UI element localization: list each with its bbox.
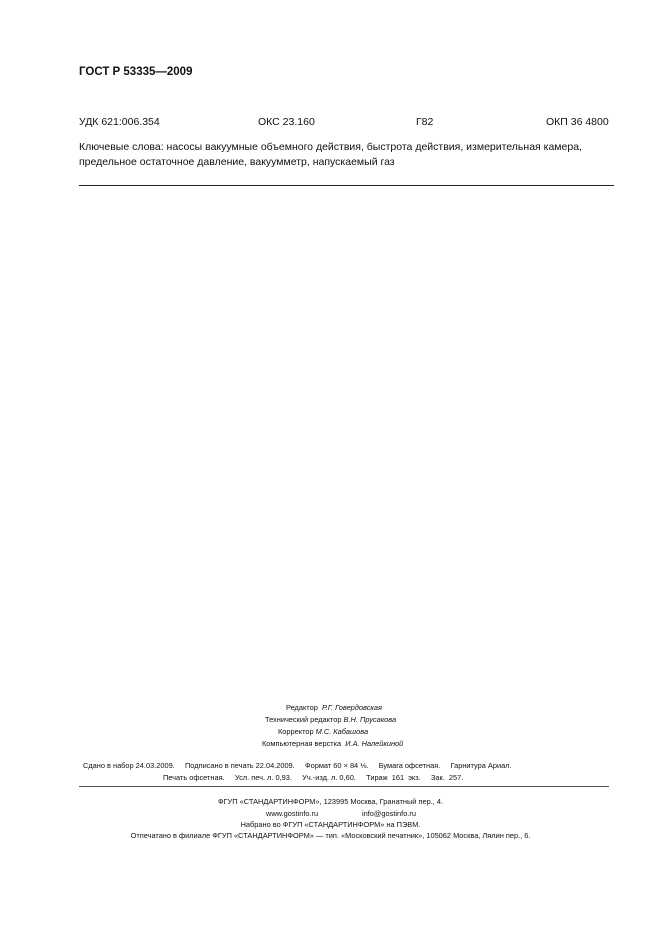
group-code: Г82 (416, 116, 434, 128)
standard-number: ГОСТ Р 53335—2009 (79, 66, 193, 78)
credit-name: В.Н. Прусакова (343, 715, 397, 724)
credit-role: Редактор (286, 703, 318, 712)
credit-editor (286, 703, 382, 712)
credit-tech-editor (265, 715, 396, 724)
credit-name: Р.Г. Говердовская (321, 703, 382, 712)
udk-code: УДК 621:006.354 (79, 116, 160, 128)
publisher-email: info@gostinfo.ru (362, 809, 416, 818)
credit-name: М.С. Кабашова (315, 727, 369, 736)
credit-role: Компьютерная верстка (262, 739, 342, 748)
publisher-divider (79, 786, 609, 787)
oks-code: ОКС 23.160 (258, 116, 315, 128)
credit-role: Технический редактор (265, 715, 342, 724)
keywords-divider (79, 185, 614, 186)
keywords-line-1: Ключевые слова: насосы вакуумные объемного действия, быстрота действия, измерительная камера, (79, 141, 582, 153)
typeset-note: Набрано во ФГУП «СТАНДАРТИНФОРМ» на ПЭВМ. (240, 820, 421, 829)
printed-note: Отпечатано в филиале ФГУП «СТАНДАРТИНФОРМ» — тип. «Московский печатник», 105062 Москва, Лялин пер., 6. (130, 831, 531, 840)
credit-role: Корректор (278, 727, 314, 736)
print-info-line-2: Печать офсетная. Усл. печ. л. 0,93. Уч.-изд. л. 0,60. Тираж 161 экз. Зак. 257. (163, 773, 464, 782)
okp-code: ОКП 36 4800 (546, 116, 609, 128)
publisher-address: ФГУП «СТАНДАРТИНФОРМ», 123995 Москва, Гранатный пер., 4. (217, 797, 444, 806)
keywords-line-2: предельное остаточное давление, вакуумметр, напускаемый газ (79, 156, 395, 168)
credit-corrector (278, 727, 368, 736)
credit-name: И.А. Налейкиной (345, 739, 404, 748)
credit-layout (262, 739, 403, 748)
publisher-website: www.gostinfo.ru (266, 809, 319, 818)
print-info-line-1: Сдано в набор 24.03.2009. Подписано в печать 22.04.2009. Формат 60 × 84 ⅛. Бумага офсетная. Гарнитура Ариал. (83, 761, 512, 770)
